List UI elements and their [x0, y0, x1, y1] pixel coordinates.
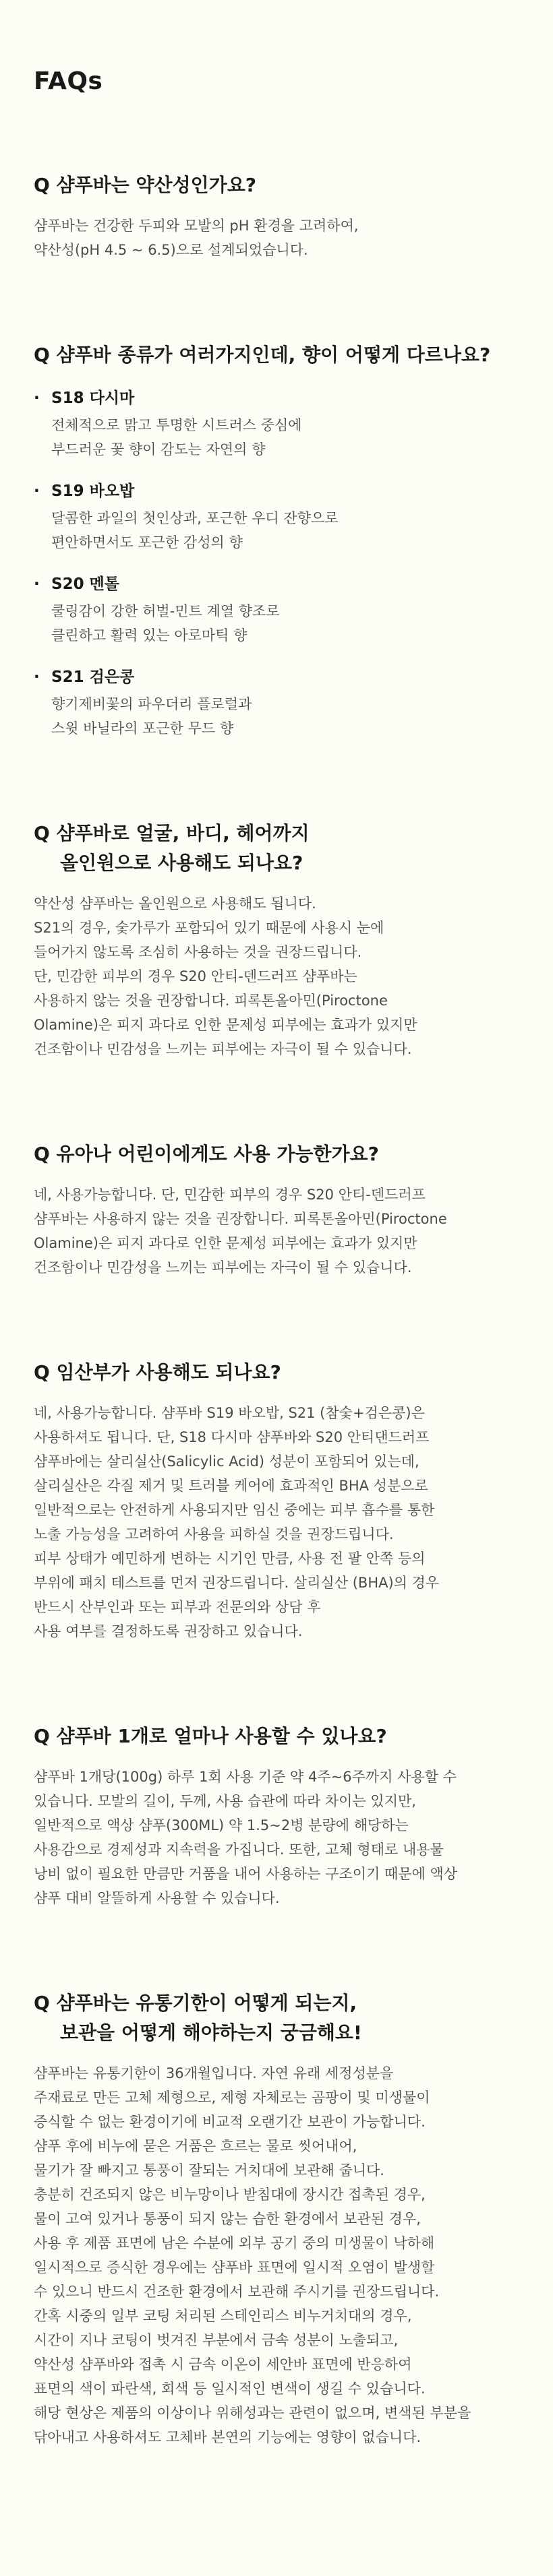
faq-question: Q 샴푸바 종류가 여러가지인데, 향이 어떻게 다르나요? — [34, 344, 491, 366]
bullet-icon: · — [34, 389, 40, 407]
faq-item-usage-duration — [34, 1722, 519, 1910]
scent-item — [34, 383, 519, 462]
faq-item-pregnancy — [34, 1358, 519, 1643]
scent-name: S21 검은콩 — [51, 668, 135, 686]
scent-name: S19 바오밥 — [51, 482, 135, 500]
faq-answer: 샴푸바는 유통기한이 36개월입니다. 자연 유래 세정성분을 주재료로 만든 고체 제형으로, 제형 자체로는 곰팡이 및 미생물이 증식할 수 없는 환경이기에 비교적 오랜기간 보관이 가능합니다. 샴푸 후에 비누에 묻은 거품은 흐르는 물로 씻어내어, 물기가 잘 빠지고 통풍이 잘되는 거치대에 보관해 줍니다. 충분히 건조되지 않은 비누망이나 받침대에 장시간 접촉된 경우, 물이 고여 있거나 통풍이 되지 않는 습한 환경에서 보관된 경우, 사용 후 제품 표면에 남은 수분에 외부 공기 중의 미생물이 낙하해 일시적으로 증식한 경우에는 샴푸바 표면에 일시적 오염이 발생할 수 있으니 반드시 건조한 환경에서 보관해 주시기를 권장드립니다. 간혹 시중의 일부 코팅 처리된 스테인리스 비누거치대의 경우, 시간이 지나 코팅이 벗겨진 부분에서 금속 성분이 노출되고, 약산성 샴푸바와 접촉 시 금속 이온이 세안바 표면에 반응하여 표면의 색이 파란색, 회색 등 일시적인 변색이 생길 수 있습니다. 해당 현상은 제품의 이상이나 위해성과는 관련이 없으며, 변색된 부분을 닦아내고 사용하셔도 고체바 본연의 기능에는 영향이 없습니다. — [34, 2065, 471, 2445]
faq-question: Q 유아나 어린이에게도 사용 가능한가요? — [34, 1143, 379, 1165]
scent-item — [34, 476, 519, 555]
faq-question: Q 샴푸바 1개로 얼마나 사용할 수 있나요? — [34, 1725, 387, 1747]
scent-description: 향기제비꽃의 파우더리 플로럴과 스윗 바닐라의 포근한 무드 향 — [51, 696, 252, 736]
faq-question: Q 임산부가 사용해도 되나요? — [34, 1361, 281, 1383]
scent-description: 전체적으로 맑고 투명한 시트러스 중심에 부드러운 꽃 향이 감도는 자연의 향 — [51, 417, 302, 458]
faq-item-acidity — [34, 170, 519, 262]
faq-question: Q 샴푸바는 유통기한이 어떻게 되는지, 보관을 어떻게 해야하는지 궁금해요! — [34, 1992, 362, 2044]
faq-answer: 네, 사용가능합니다. 단, 민감한 피부의 경우 S20 안티-덴드러프 샴푸바는 사용하지 않는 것을 권장합니다. 피록톤올아민(Piroctone Olamine)은 피지 과다로 인한 문제성 피부에는 효과가 있지만 건조함이나 민감성을 느끼는 피부에는 자극이 될 수 있습니다. — [34, 1187, 447, 1276]
bullet-icon: · — [34, 575, 40, 593]
scent-name: S20 멘톨 — [51, 575, 120, 593]
bullet-icon: · — [34, 668, 40, 686]
scent-item — [34, 662, 519, 741]
faq-answer: 샴푸바는 건강한 두피와 모발의 pH 환경을 고려하여, 약산성(pH 4.5 ~ 6.5)으로 설계되었습니다. — [34, 218, 359, 258]
scent-list — [34, 383, 519, 741]
faq-answer: 약산성 샴푸바는 올인원으로 사용해도 됩니다. S21의 경우, 숯가루가 포함되어 있기 때문에 사용시 눈에 들어가지 않도록 조심히 사용하는 것을 권장드립니다. 단, 민감한 피부의 경우 S20 안티-덴드러프 샴푸바는 사용하지 않는 것을 권장합니다. 피록톤올아민(Piroctone Olamine)은 피지 과다로 인한 문제성 피부에는 효과가 있지만 건조함이나 민감성을 느끼는 피부에는 자극이 될 수 있습니다. — [34, 896, 417, 1057]
scent-description: 쿨링감이 강한 허벌-민트 계열 향조로 클린하고 활력 있는 아로마틱 향 — [51, 603, 280, 643]
scent-description: 달콤한 과일의 첫인상과, 포근한 우디 잔향으로 편안하면서도 포근한 감성의 향 — [51, 510, 339, 551]
faq-item-storage — [34, 1988, 519, 2449]
faq-item-scents — [34, 340, 519, 741]
faq-answer: 샴푸바 1개당(100g) 하루 1회 사용 기준 약 4주~6주까지 사용할 수 있습니다. 모발의 길이, 두께, 사용 습관에 따라 차이는 있지만, 일반적으로 액상 샴푸(300ML) 약 1.5~2병 분량에 해당하는 사용감으로 경제성과 지속력을 가집니다. 또한, 고체 형태로 내용물 낭비 없이 필요한 만큼만 거품을 내어 사용하는 구조이기 때문에 액상 샴푸 대비 알뜰하게 사용할 수 있습니다. — [34, 1769, 458, 1906]
faq-question: Q 샴푸바는 약산성인가요? — [34, 174, 257, 196]
faq-item-children — [34, 1139, 519, 1280]
bullet-icon: · — [34, 482, 40, 500]
scent-item — [34, 569, 519, 648]
faq-item-all-in-one — [34, 819, 519, 1061]
faq-answer: 네, 사용가능합니다. 샴푸바 S19 바오밥, S21 (참숯+검은콩)은 사용하셔도 됩니다. 단, S18 다시마 샴푸바와 S20 안티댄드러프 샴푸바에는 살리실산(Salicylic Acid) 성분이 포함되어 있는데, 살리실산은 각질 제거 및 트러블 케어에 효과적인 BHA 성분으로 일반적으로는 안전하게 사용되지만 임신 중에는 피부 흡수를 통한 노출 가능성을 고려하여 사용을 피하실 것을 권장드립니다. 피부 상태가 예민하게 변하는 시기인 만큼, 사용 전 팔 안쪽 등의 부위에 패치 테스트를 먼저 권장드립니다. 살리실산 (BHA)의 경우 반드시 산부인과 또는 피부과 전문의와 상담 후 사용 여부를 결정하도록 권장하고 있습니다. — [34, 1405, 440, 1639]
faq-question: Q 샴푸바로 얼굴, 바디, 헤어까지 올인원으로 사용해도 되나요? — [34, 822, 310, 874]
page-title: FAQs — [34, 67, 103, 95]
scent-name: S18 다시마 — [51, 389, 135, 407]
